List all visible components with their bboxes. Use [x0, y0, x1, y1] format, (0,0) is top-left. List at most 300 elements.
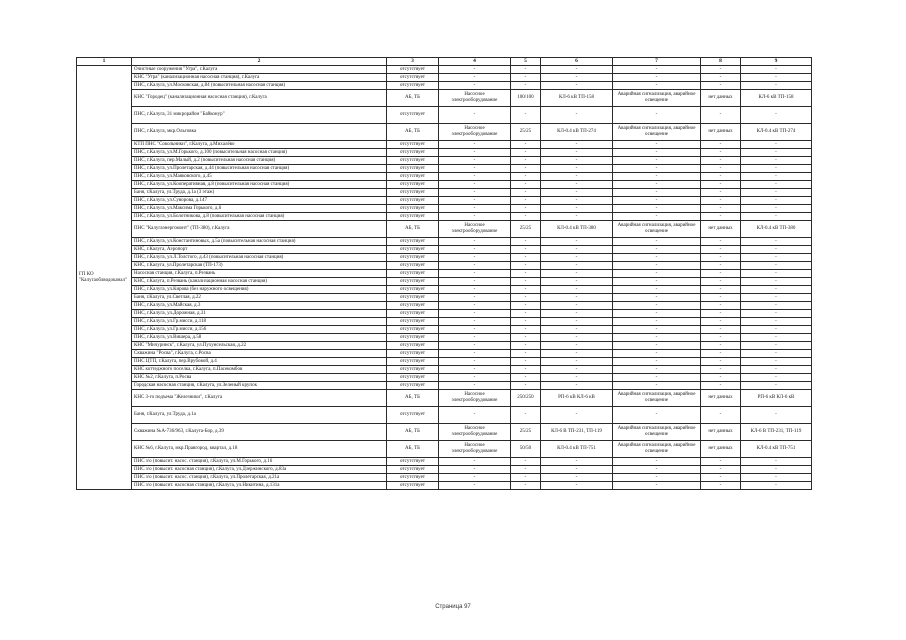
col-9-cell: - — [741, 382, 812, 390]
object-name-cell: КТП ПНС "Сокольники", г.Калуга, д.Михалёво — [132, 141, 387, 149]
col-6-cell: - — [541, 342, 613, 350]
table-body — [77, 58, 812, 490]
col-7-cell: - — [613, 82, 701, 90]
col-9-cell: - — [741, 374, 812, 382]
col-3-cell: отсутствует — [387, 358, 439, 366]
col-3-cell: отсутствует — [387, 302, 439, 310]
col-4-cell: - — [439, 107, 511, 124]
col-8-cell: - — [701, 350, 741, 358]
object-name-cell: Баня, г.Калуга, ул.Труда, д.1а (3 этаж) — [132, 189, 387, 197]
col-8-cell: - — [701, 74, 741, 82]
table-row — [77, 278, 812, 286]
object-name-cell: КНС №6, г.Калуга, мкр.Правгород, квартал, д.18 — [132, 441, 387, 458]
col-5-cell: - — [511, 474, 541, 482]
col-5-cell: - — [511, 157, 541, 165]
col-4-cell: - — [439, 262, 511, 270]
col-5-cell: - — [511, 334, 541, 342]
col-4-cell: - — [439, 310, 511, 318]
col-8-cell: - — [701, 205, 741, 213]
col-4-cell: - — [439, 374, 511, 382]
object-name-cell: КНС "Мичуринск", г.Калуга, ул.Пухунсельская, д.22 — [132, 342, 387, 350]
col-6-cell: - — [541, 458, 613, 466]
col-8-cell: - — [701, 407, 741, 424]
col-9-cell: КЛ-6 В ТП-231, ТП-119 — [741, 424, 812, 441]
col-5-cell: - — [511, 407, 541, 424]
object-name-cell: Очистные сооружения "Угра", г.Калуга — [132, 66, 387, 74]
col-6-cell: - — [541, 262, 613, 270]
col-7-cell: - — [613, 278, 701, 286]
col-9-cell: - — [741, 189, 812, 197]
col-8-cell: - — [701, 173, 741, 181]
col-8-cell: - — [701, 286, 741, 294]
col-4-cell: Насосное электрооборудование — [439, 221, 511, 238]
col-4-cell: Насосное электрооборудование — [439, 90, 511, 107]
object-name-cell: ПНС, г.Калуга, ул.Пролетарская, д.44 (повысительная насосная станция) — [132, 165, 387, 173]
col-3-cell: отсутствует — [387, 374, 439, 382]
col-7-cell: - — [613, 165, 701, 173]
col-6-cell: - — [541, 278, 613, 286]
col-6-cell: КЛ-0.4 кВ ТП-751 — [541, 441, 613, 458]
col-3-cell: отсутствует — [387, 254, 439, 262]
col-7-cell: - — [613, 213, 701, 221]
object-name-cell: ПНС, г.Калуга, ул.Майская, д.3 — [132, 302, 387, 310]
table-row — [77, 181, 812, 189]
col-9-cell: - — [741, 262, 812, 270]
object-name-cell: ПНС, г.Калуга, ул.Гр.мисси, д.118 — [132, 318, 387, 326]
col-5-cell: 100/100 — [511, 90, 541, 107]
object-name-cell: ПНС з/о (повысит. насос. станция), г.Калуга, ул.Пролетарская, д.21а — [132, 474, 387, 482]
table-row — [77, 141, 812, 149]
object-name-cell: ПНС, г.Калуга, ул.Суворова, д.147 — [132, 197, 387, 205]
col-8-cell: - — [701, 374, 741, 382]
col-7-cell: - — [613, 254, 701, 262]
col-9-cell: - — [741, 342, 812, 350]
col-7-cell: - — [613, 482, 701, 490]
col-9-cell: - — [741, 66, 812, 74]
col-6-cell: - — [541, 466, 613, 474]
col-8-cell: - — [701, 342, 741, 350]
col-7-cell: - — [613, 107, 701, 124]
col-9-cell: - — [741, 482, 812, 490]
table-row — [77, 350, 812, 358]
col-4-cell: - — [439, 407, 511, 424]
col-7-cell: - — [613, 173, 701, 181]
col-3-cell: отсутствует — [387, 149, 439, 157]
col-8-cell: - — [701, 358, 741, 366]
col-9-cell: - — [741, 358, 812, 366]
col-7-cell: - — [613, 350, 701, 358]
table-row — [77, 189, 812, 197]
object-name-cell: ПНС, г.Калуга, ул.Максима Горького, д.6 — [132, 205, 387, 213]
col-4-cell: - — [439, 149, 511, 157]
col-8-cell: нет данных — [701, 90, 741, 107]
table-row — [77, 334, 812, 342]
col-9-cell: КЛ-0.4 кВ ТП-380 — [741, 221, 812, 238]
col-5-cell: - — [511, 466, 541, 474]
table-row — [77, 213, 812, 221]
col-8-cell: - — [701, 382, 741, 390]
table-row — [77, 482, 812, 490]
col-7-cell: - — [613, 458, 701, 466]
col-9-cell: - — [741, 238, 812, 246]
table-row — [77, 149, 812, 157]
col-9-cell: - — [741, 107, 812, 124]
object-name-cell: Скважина №А-736/963, г.Калуга-Бор, д.39 — [132, 424, 387, 441]
object-name-cell: ПНС, г.Калуга, ул.Константиновых, д.5а (повысительная насосная станция) — [132, 238, 387, 246]
column-number: 2 — [132, 58, 387, 66]
col-5-cell: - — [511, 74, 541, 82]
col-3-cell: отсутствует — [387, 262, 439, 270]
col-5-cell: 25/25 — [511, 221, 541, 238]
table-row — [77, 466, 812, 474]
col-5-cell: - — [511, 342, 541, 350]
col-6-cell: РП-6 кВ КЛ-6 кВ — [541, 390, 613, 407]
column-number: 3 — [387, 58, 439, 66]
col-8-cell: - — [701, 254, 741, 262]
page-footer: Страница 97 — [435, 604, 471, 610]
col-5-cell: 50/50 — [511, 441, 541, 458]
col-3-cell: отсутствует — [387, 366, 439, 374]
col-7-cell: - — [613, 358, 701, 366]
col-4-cell: Насосное электрооборудование — [439, 424, 511, 441]
col-7-cell: - — [613, 181, 701, 189]
table-row — [77, 302, 812, 310]
col-4-cell: - — [439, 157, 511, 165]
col-8-cell: - — [701, 141, 741, 149]
col-8-cell: - — [701, 107, 741, 124]
col-6-cell: - — [541, 107, 613, 124]
object-name-cell: ПНС, г.Калуга, ул.Вишера, д.58 — [132, 334, 387, 342]
organization-cell: ГП КО "Калугаоблводоканал" — [77, 66, 132, 490]
table-row — [77, 458, 812, 466]
col-3-cell: АБ, ТБ — [387, 221, 439, 238]
col-9-cell: - — [741, 141, 812, 149]
col-9-cell: - — [741, 82, 812, 90]
col-7-cell: Аварийная сигнализация, аварийное освещение — [613, 124, 701, 141]
col-7-cell: - — [613, 326, 701, 334]
col-4-cell: - — [439, 466, 511, 474]
col-5-cell: - — [511, 82, 541, 90]
col-9-cell: - — [741, 334, 812, 342]
col-7-cell: - — [613, 318, 701, 326]
col-5-cell: - — [511, 238, 541, 246]
col-8-cell: - — [701, 334, 741, 342]
col-6-cell: - — [541, 66, 613, 74]
col-3-cell: отсутствует — [387, 458, 439, 466]
col-7-cell: - — [613, 262, 701, 270]
col-5-cell: - — [511, 302, 541, 310]
col-9-cell: - — [741, 165, 812, 173]
col-6-cell: - — [541, 310, 613, 318]
col-4-cell: - — [439, 254, 511, 262]
column-number: 9 — [741, 58, 812, 66]
col-9-cell: - — [741, 302, 812, 310]
col-7-cell: - — [613, 366, 701, 374]
col-5-cell: - — [511, 374, 541, 382]
col-3-cell: отсутствует — [387, 205, 439, 213]
col-5-cell: - — [511, 205, 541, 213]
col-8-cell: нет данных — [701, 441, 741, 458]
col-3-cell: АБ, ТБ — [387, 390, 439, 407]
col-4-cell: - — [439, 294, 511, 302]
object-name-cell: ПНС, г.Калуга, ул.Кооперативная, д.8 (повысительная насосная станция) — [132, 181, 387, 189]
col-6-cell: - — [541, 294, 613, 302]
col-5-cell: - — [511, 181, 541, 189]
object-name-cell: КНС 3-го подъема "Железники", г.Калуга — [132, 390, 387, 407]
col-6-cell: - — [541, 382, 613, 390]
object-name-cell: ПНС з/о (повысит. насос. станция), г.Калуга, ул.М.Горького, д.16 — [132, 458, 387, 466]
col-5-cell: - — [511, 66, 541, 74]
table-row — [77, 238, 812, 246]
col-4-cell: Насосное электрооборудование — [439, 124, 511, 141]
object-name-cell: Насосная станция, г.Калуга, п.Резвань — [132, 270, 387, 278]
col-6-cell: - — [541, 270, 613, 278]
col-9-cell: - — [741, 181, 812, 189]
col-6-cell: - — [541, 407, 613, 424]
col-6-cell: - — [541, 157, 613, 165]
col-4-cell: Насосное электрооборудование — [439, 390, 511, 407]
column-number: 5 — [511, 58, 541, 66]
column-number: 8 — [701, 58, 741, 66]
col-4-cell: - — [439, 74, 511, 82]
object-name-cell: Городская насосная станция, г.Калуга, ул.Зеленый крупок — [132, 382, 387, 390]
col-4-cell: - — [439, 141, 511, 149]
col-6-cell: КЛ-6 кВ ТП-158 — [541, 90, 613, 107]
col-5-cell: - — [511, 213, 541, 221]
table-row — [77, 165, 812, 173]
col-8-cell: - — [701, 213, 741, 221]
object-name-cell: ПНС, г.Калуга, пер.Малый, д.2 (повысительная насосная станция) — [132, 157, 387, 165]
col-3-cell: отсутствует — [387, 342, 439, 350]
col-6-cell: - — [541, 213, 613, 221]
table-row — [77, 474, 812, 482]
col-5-cell: - — [511, 246, 541, 254]
col-4-cell: - — [439, 318, 511, 326]
table-row — [77, 407, 812, 424]
col-9-cell: - — [741, 149, 812, 157]
col-6-cell: - — [541, 366, 613, 374]
object-name-cell: ПНС, г.Калуга, ул.Маяковского, д.45 — [132, 173, 387, 181]
table-row — [77, 382, 812, 390]
table-row — [77, 66, 812, 74]
col-4-cell: - — [439, 197, 511, 205]
col-8-cell: нет данных — [701, 221, 741, 238]
col-8-cell: - — [701, 262, 741, 270]
col-3-cell: отсутствует — [387, 173, 439, 181]
col-3-cell: АБ, ТБ — [387, 424, 439, 441]
col-5-cell: - — [511, 382, 541, 390]
col-6-cell: - — [541, 302, 613, 310]
col-7-cell: - — [613, 205, 701, 213]
col-6-cell: - — [541, 350, 613, 358]
col-7-cell: - — [613, 342, 701, 350]
col-4-cell: - — [439, 366, 511, 374]
object-name-cell: ПНС ЦТП, г.Калуга, пер.Врубовой, д.4 — [132, 358, 387, 366]
col-6-cell: - — [541, 165, 613, 173]
col-7-cell: - — [613, 334, 701, 342]
col-3-cell: отсутствует — [387, 213, 439, 221]
col-3-cell: отсутствует — [387, 474, 439, 482]
col-5-cell: - — [511, 278, 541, 286]
col-9-cell: - — [741, 246, 812, 254]
col-5-cell: - — [511, 254, 541, 262]
col-7-cell: - — [613, 310, 701, 318]
object-name-cell: ПНС, г.Калуга, ул.М.Горького, д.100 (повысительная насосная станция) — [132, 149, 387, 157]
col-6-cell: КЛ-0.4 кВ ТП-274 — [541, 124, 613, 141]
col-8-cell: - — [701, 238, 741, 246]
table-row — [77, 286, 812, 294]
table-row — [77, 157, 812, 165]
object-name-cell: Баня, г.Калуга, ул.Светлая, д.22 — [132, 294, 387, 302]
col-7-cell: - — [613, 238, 701, 246]
col-3-cell: отсутствует — [387, 157, 439, 165]
table-row — [77, 270, 812, 278]
col-4-cell: - — [439, 326, 511, 334]
table-row — [77, 82, 812, 90]
col-8-cell: - — [701, 278, 741, 286]
col-8-cell: - — [701, 326, 741, 334]
col-7-cell: - — [613, 302, 701, 310]
table-row — [77, 221, 812, 238]
col-8-cell: нет данных — [701, 390, 741, 407]
col-3-cell: АБ, ТБ — [387, 90, 439, 107]
col-5-cell: 25/25 — [511, 424, 541, 441]
column-number: 4 — [439, 58, 511, 66]
col-5-cell: - — [511, 326, 541, 334]
col-9-cell: - — [741, 270, 812, 278]
col-8-cell: - — [701, 474, 741, 482]
col-9-cell: - — [741, 474, 812, 482]
col-6-cell: - — [541, 141, 613, 149]
col-9-cell: КЛ-6 кВ ТП-158 — [741, 90, 812, 107]
col-8-cell: - — [701, 318, 741, 326]
col-9-cell: КЛ-0.4 кВ ТП-274 — [741, 124, 812, 141]
col-8-cell: - — [701, 82, 741, 90]
col-6-cell: - — [541, 334, 613, 342]
col-7-cell: Аварийная сигнализация, аварийное освещение — [613, 441, 701, 458]
object-name-cell: КНС "Городец" (канализационная насосная станция), г.Калуга — [132, 90, 387, 107]
table-row — [77, 90, 812, 107]
col-9-cell: - — [741, 366, 812, 374]
col-3-cell: отсутствует — [387, 310, 439, 318]
col-4-cell: - — [439, 246, 511, 254]
table-row — [77, 254, 812, 262]
table-row — [77, 374, 812, 382]
col-7-cell: - — [613, 66, 701, 74]
table-row — [77, 246, 812, 254]
col-9-cell: РП-6 кВ КЛ-6 кВ — [741, 390, 812, 407]
col-9-cell: - — [741, 213, 812, 221]
col-9-cell: - — [741, 197, 812, 205]
col-5-cell: - — [511, 107, 541, 124]
col-9-cell: - — [741, 278, 812, 286]
table-row — [77, 310, 812, 318]
object-name-cell: ПНС, г.Калуга, мкр.Ольговка — [132, 124, 387, 141]
col-4-cell: - — [439, 213, 511, 221]
col-6-cell: - — [541, 197, 613, 205]
col-3-cell: отсутствует — [387, 82, 439, 90]
col-8-cell: - — [701, 246, 741, 254]
col-8-cell: - — [701, 197, 741, 205]
col-9-cell: - — [741, 74, 812, 82]
col-6-cell: - — [541, 326, 613, 334]
col-8-cell: - — [701, 458, 741, 466]
col-7-cell: - — [613, 382, 701, 390]
table-row — [77, 390, 812, 407]
col-4-cell: Насосное электрооборудование — [439, 441, 511, 458]
col-7-cell: - — [613, 466, 701, 474]
col-9-cell: - — [741, 326, 812, 334]
col-4-cell: - — [439, 474, 511, 482]
object-name-cell: ПНС з/о (повысит. насосная станция), г.Калуга, ул.Дзержинского, д.83а — [132, 466, 387, 474]
col-9-cell: - — [741, 205, 812, 213]
col-6-cell: - — [541, 238, 613, 246]
col-5-cell: - — [511, 350, 541, 358]
col-5-cell: - — [511, 294, 541, 302]
table-row — [77, 197, 812, 205]
col-5-cell: 25/25 — [511, 124, 541, 141]
col-5-cell: - — [511, 149, 541, 157]
object-name-cell: ПНС, г.Калуга, ул.Дорожная, д.31 — [132, 310, 387, 318]
col-3-cell: отсутствует — [387, 181, 439, 189]
col-3-cell: отсутствует — [387, 107, 439, 124]
col-6-cell: - — [541, 254, 613, 262]
col-7-cell: - — [613, 141, 701, 149]
col-7-cell: Аварийная сигнализация, аварийное освещение — [613, 390, 701, 407]
col-4-cell: - — [439, 458, 511, 466]
object-name-cell: КНС №2, г.Калуга, п.Росва — [132, 374, 387, 382]
col-4-cell: - — [439, 173, 511, 181]
col-7-cell: - — [613, 286, 701, 294]
col-9-cell: - — [741, 310, 812, 318]
col-3-cell: отсутствует — [387, 278, 439, 286]
col-3-cell: отсутствует — [387, 326, 439, 334]
object-name-cell: ПНС, г.Калуга, ул.Гр.мисси, д.156 — [132, 326, 387, 334]
col-9-cell: - — [741, 173, 812, 181]
col-3-cell: отсутствует — [387, 407, 439, 424]
col-5-cell: - — [511, 197, 541, 205]
object-name-cell: ПНС, г.Калуга, ул.Московская, д.84 (повысительная насосная станция) — [132, 82, 387, 90]
col-7-cell: - — [613, 474, 701, 482]
col-5-cell: - — [511, 458, 541, 466]
object-name-cell: КНС коттеджного поселка, г.Калуга, п.Пасекомбов — [132, 366, 387, 374]
table-row — [77, 294, 812, 302]
col-8-cell: - — [701, 149, 741, 157]
col-5-cell: - — [511, 189, 541, 197]
col-5-cell: - — [511, 165, 541, 173]
col-6-cell: - — [541, 149, 613, 157]
col-7-cell: Аварийная сигнализация, аварийное освещение — [613, 90, 701, 107]
col-9-cell: - — [741, 318, 812, 326]
col-4-cell: - — [439, 350, 511, 358]
col-9-cell: - — [741, 407, 812, 424]
col-3-cell: отсутствует — [387, 141, 439, 149]
col-7-cell: - — [613, 157, 701, 165]
col-8-cell: - — [701, 189, 741, 197]
col-9-cell: - — [741, 294, 812, 302]
object-name-cell: ПНС, г.Калуга, ул.Л.Толстого, д.43 (повысительная насосная станция) — [132, 254, 387, 262]
col-7-cell: - — [613, 407, 701, 424]
col-4-cell: - — [439, 205, 511, 213]
table-row — [77, 342, 812, 350]
col-9-cell: - — [741, 254, 812, 262]
table-row — [77, 318, 812, 326]
col-7-cell: Аварийная сигнализация, аварийное освещение — [613, 424, 701, 441]
col-4-cell: - — [439, 358, 511, 366]
col-6-cell: - — [541, 474, 613, 482]
col-9-cell: - — [741, 458, 812, 466]
object-name-cell: Баня, г.Калуга, ул.Труда, д.1а — [132, 407, 387, 424]
